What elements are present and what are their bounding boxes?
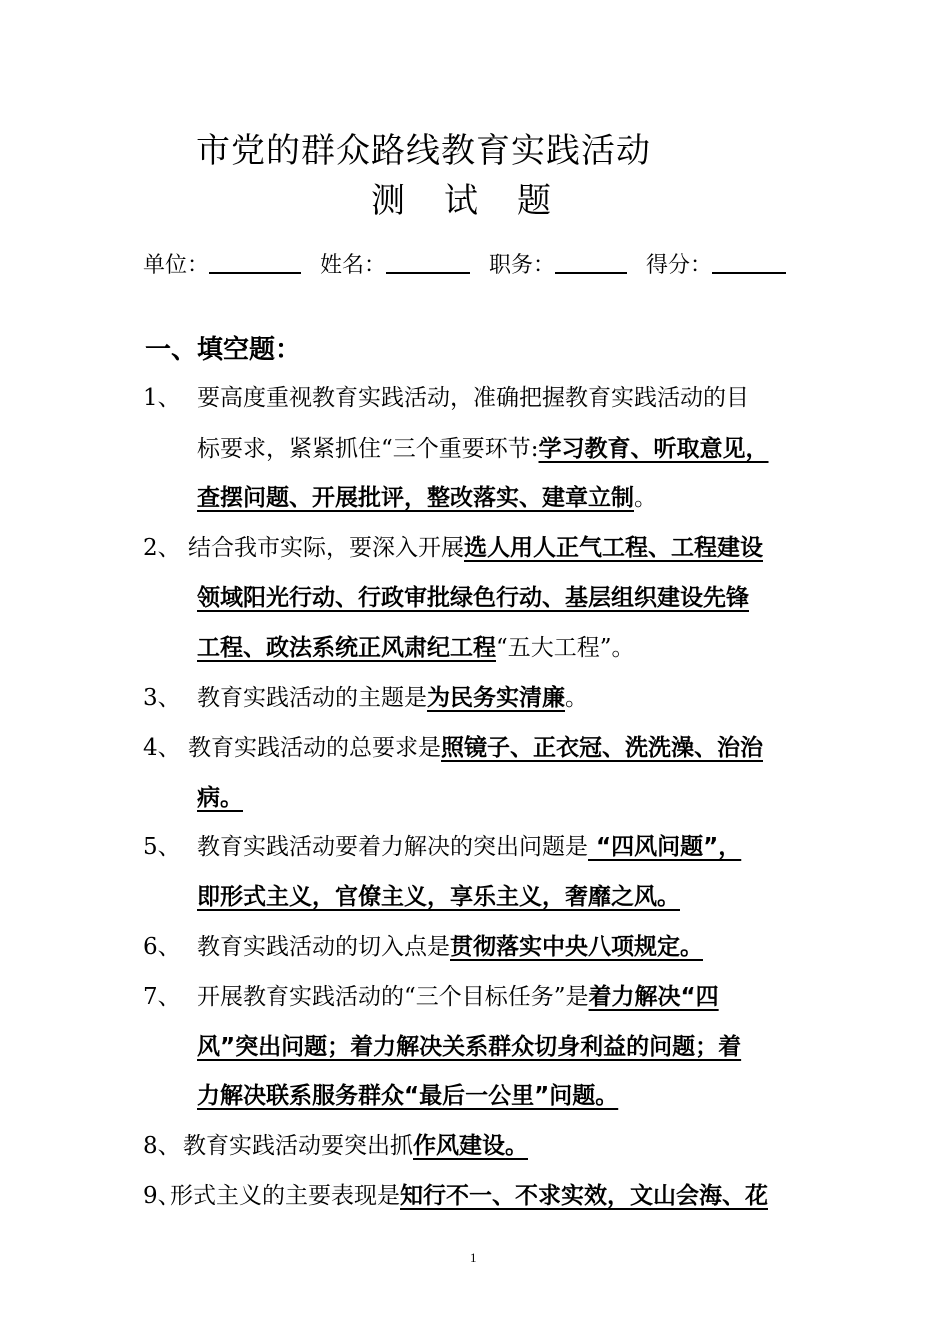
answer-text: 即形式主义，官僚主义，享乐主义，奢靡之风。	[197, 884, 680, 910]
info-row	[143, 250, 786, 281]
position-label: 职务：	[489, 253, 556, 278]
answer-text: 工程、政法系统正风肃纪工程	[197, 635, 496, 661]
answer-text: 照镜子、正衣冠、洗洗澡、治治	[441, 735, 763, 761]
unit-label: 单位：	[143, 253, 210, 278]
answer-text: 病。	[197, 785, 243, 811]
subtitle-char: 试	[444, 181, 479, 221]
score-field	[646, 250, 786, 281]
answer-text: 为民务实清廉	[427, 685, 565, 711]
question-line	[197, 382, 749, 414]
question-number: 2、	[143, 535, 181, 561]
trailing-text: “五大工程”。	[496, 635, 635, 661]
answer-text: 知行不一、不求实效，文山会海、花	[400, 1183, 768, 1209]
question-text: 教育实践活动要着力解决的突出问题是	[197, 834, 588, 860]
unit-field	[143, 250, 301, 281]
question-text: 教育实践活动的切入点是	[197, 934, 450, 960]
unit-blank[interactable]	[209, 250, 301, 274]
question-line	[197, 831, 741, 863]
position-blank[interactable]	[555, 250, 627, 274]
question-line	[197, 582, 749, 614]
question-line	[197, 682, 588, 714]
position-field	[489, 250, 627, 281]
question-text: 教育实践活动的总要求是	[188, 735, 441, 761]
score-blank[interactable]	[712, 250, 786, 274]
question-line	[170, 1180, 768, 1212]
question-number: 4、	[143, 735, 181, 761]
answer-text: 力解决联系服务群众“最后一公里”问题。	[197, 1083, 619, 1109]
answer-text: 学习教育、听取意见，	[538, 436, 769, 462]
question-number: 3、	[143, 685, 181, 711]
question-text: 开展教育实践活动的“三个目标任务”是	[197, 984, 589, 1010]
trailing-text: 。	[565, 685, 588, 711]
question-line	[197, 981, 719, 1013]
question-line	[197, 632, 635, 664]
answer-text: 领域阳光行动、行政审批绿色行动、基层组织建设先锋	[197, 585, 749, 611]
question-line	[197, 1080, 618, 1112]
name-label: 姓名：	[320, 253, 387, 278]
question-number: 6、	[143, 934, 181, 960]
question-text: 结合我市实际，要深入开展	[188, 535, 464, 561]
name-blank[interactable]	[386, 250, 470, 274]
page-number: 1	[470, 1250, 477, 1265]
answer-text: 风”突出问题；着力解决关系群众切身利益的问题；着	[197, 1034, 742, 1060]
answer-text: 贯彻落实中央八项规定。	[450, 934, 703, 960]
name-field	[320, 250, 470, 281]
question-line	[188, 732, 763, 764]
question-number: 8、	[143, 1133, 181, 1159]
answer-text: 作风建设。	[413, 1133, 528, 1159]
question-line	[197, 782, 243, 814]
answer-text: 着力解决“四	[588, 984, 719, 1010]
question-line	[197, 881, 680, 913]
question-text: 教育实践活动要突出抓	[183, 1133, 413, 1159]
answer-text: 选人用人正气工程、工程建设	[464, 535, 763, 561]
question-line	[188, 532, 763, 564]
section-heading: 一、填空题：	[145, 335, 302, 365]
document-subtitle	[371, 178, 552, 224]
question-line	[197, 482, 657, 514]
question-number: 5、	[143, 834, 181, 860]
question-number: 9、	[143, 1183, 181, 1209]
question-line	[197, 433, 769, 465]
question-line	[197, 931, 703, 963]
question-line	[183, 1130, 528, 1162]
question-number: 7、	[143, 984, 181, 1010]
trailing-text: 。	[634, 485, 657, 511]
question-text: 教育实践活动的主题是	[197, 685, 427, 711]
answer-text: “四风问题”，	[588, 834, 742, 860]
score-label: 得分：	[646, 253, 713, 278]
question-text: 形式主义的主要表现是	[170, 1183, 400, 1209]
subtitle-char: 测	[371, 181, 406, 221]
question-number: 1、	[143, 385, 181, 411]
subtitle-char: 题	[517, 181, 552, 221]
answer-text: 查摆问题、开展批评，整改落实、建章立制	[197, 485, 634, 511]
question-line	[197, 1031, 741, 1063]
document-title: 市党的群众路线教育实践活动	[196, 131, 651, 171]
question-text: 要高度重视教育实践活动，准确把握教育实践活动的目	[197, 385, 749, 411]
question-text: 标要求，紧紧抓住“三个重要环节:	[197, 436, 539, 462]
